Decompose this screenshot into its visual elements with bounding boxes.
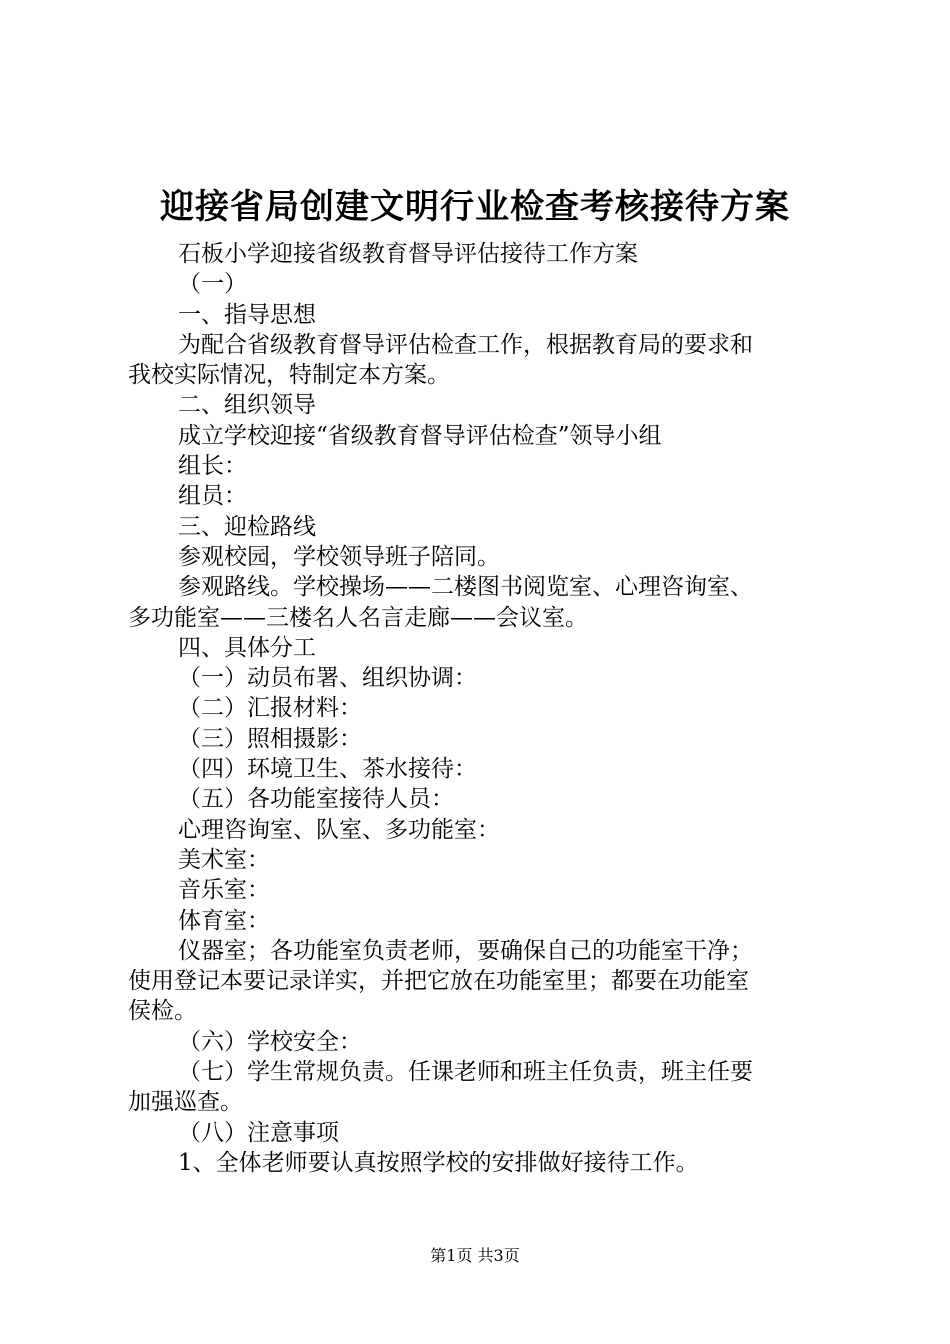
paragraph-line: 我校实际情况，特制定本方案。 (128, 362, 450, 389)
section-heading: 一、指导思想 (178, 301, 316, 328)
section-heading: 四、具体分工 (178, 634, 316, 661)
list-item: （八）注意事项 (178, 1119, 339, 1146)
paragraph-line: 参观路线。学校操场——二楼图书阅览室、心理咨询室、 (178, 574, 753, 601)
paragraph-line: 心理咨询室、队室、多功能室： (178, 816, 500, 843)
document-title: 迎接省局创建文明行业检查考核接待方案 (160, 187, 790, 227)
paragraph-line: 仪器室；各功能室负责老师，要确保自己的功能室干净； (178, 937, 753, 964)
paragraph-line: 为配合省级教育督导评估检查工作，根据教育局的要求和 (178, 331, 753, 358)
list-item: （三）照相摄影： (178, 725, 362, 752)
list-item: （四）环境卫生、茶水接待： (178, 756, 477, 783)
paragraph-line: 加强巡查。 (128, 1089, 243, 1116)
list-item: 1、全体老师要认真按照学校的安排做好接待工作。 (178, 1149, 699, 1176)
paragraph-line: 成立学校迎接“省级教育督导评估检查”领导小组 (178, 422, 662, 449)
paragraph-line: （一） (178, 271, 247, 298)
section-heading: 三、迎检路线 (178, 513, 316, 540)
page-footer: 第1页 共3页 (430, 1246, 520, 1265)
paragraph-line: 多功能室——三楼名人名言走廊——会议室。 (128, 604, 588, 631)
document-body (128, 239, 838, 1178)
paragraph-line: 石板小学迎接省级教育督导评估接待工作方案 (178, 241, 638, 267)
list-item: （二）汇报材料： (178, 695, 362, 722)
paragraph-line: 体育室： (178, 907, 270, 934)
paragraph-line: 使用登记本要记录详实，并把它放在功能室里；都要在功能室 (128, 968, 749, 995)
paragraph-line: 美术室： (178, 846, 270, 873)
list-item: （六）学校安全： (178, 1028, 362, 1055)
list-item: （一）动员布署、组织协调： (178, 665, 477, 692)
paragraph-line: 组长： (178, 453, 247, 480)
paragraph-line: 组员： (178, 483, 247, 510)
paragraph-line: 侯检。 (128, 998, 197, 1025)
paragraph-line: 音乐室： (178, 877, 270, 904)
list-item: （五）各功能室接待人员： (178, 786, 454, 813)
list-item: （七）学生常规负责。任课老师和班主任负责，班主任要 (178, 1059, 753, 1086)
section-heading: 二、组织领导 (178, 392, 316, 419)
paragraph-line: 参观校园，学校领导班子陪同。 (178, 543, 500, 570)
